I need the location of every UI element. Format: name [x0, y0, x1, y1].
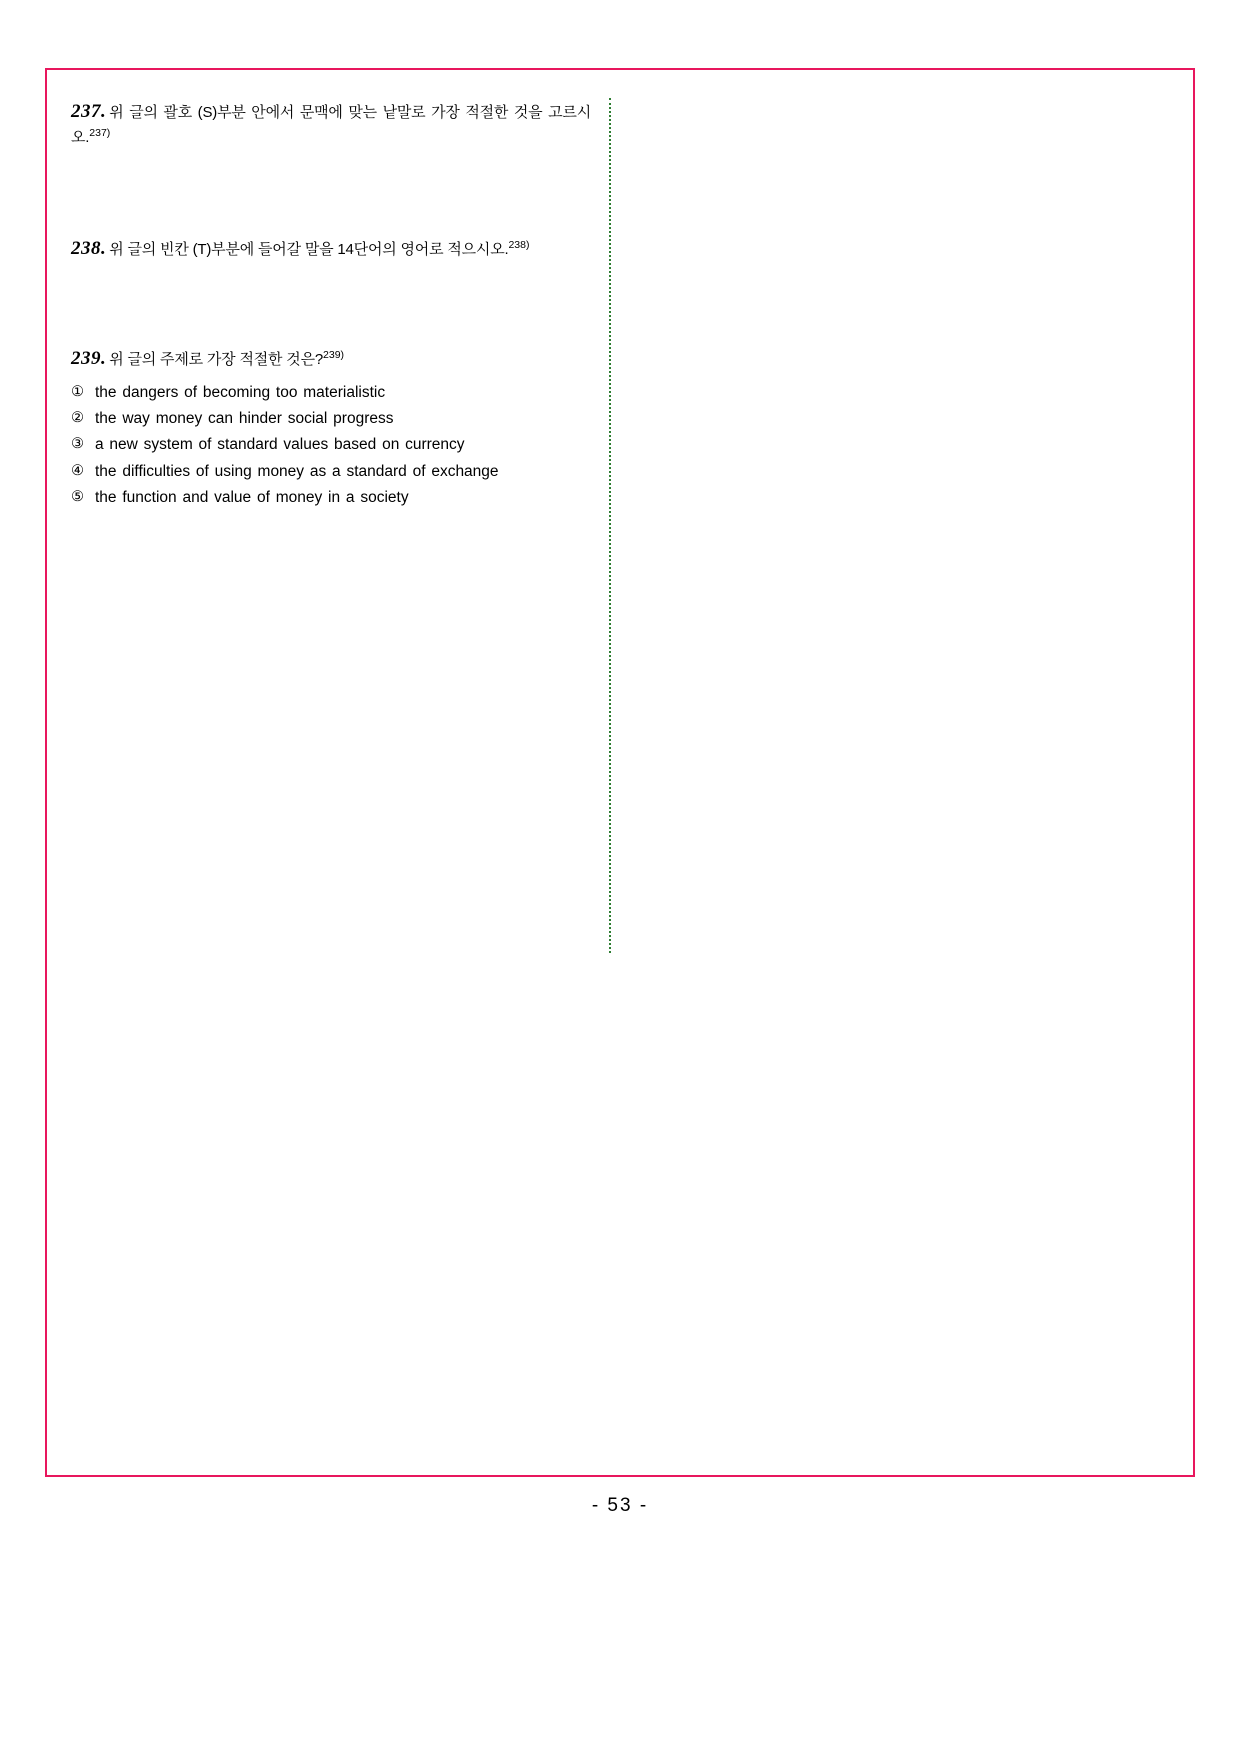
question-237-number: 237. — [71, 101, 107, 122]
question-239-choices — [71, 380, 591, 510]
choice-label: the difficulties of using money as a standard of exchange — [95, 462, 499, 480]
question-237-ref: 237) — [89, 126, 111, 139]
question-list — [71, 98, 591, 544]
question-237-heading — [71, 98, 591, 149]
choice-label: the function and value of money in a society — [95, 488, 409, 506]
question-238-ref: 238) — [508, 239, 530, 252]
choice-marker: ③ — [71, 436, 84, 453]
choice-label: the way money can hinder social progress — [95, 410, 394, 428]
question-238-heading — [71, 235, 591, 263]
choice-marker: ④ — [71, 462, 84, 479]
column-divider — [609, 98, 611, 953]
choice-item[interactable] — [71, 380, 591, 405]
choice-label: a new system of standard values based on currency — [95, 436, 465, 454]
question-238-answer-space[interactable] — [71, 263, 591, 311]
question-237-answer-space[interactable] — [71, 149, 591, 201]
question-238-prompt: 위 글의 빈칸 (T)부분에 들어갈 말을 14단어의 영어로 적으시오. — [109, 241, 509, 259]
question-239-heading — [71, 345, 591, 373]
worksheet-page — [45, 68, 1195, 1477]
question-239 — [71, 345, 591, 510]
choice-marker: ① — [71, 384, 84, 401]
page-number: - 53 - — [591, 1495, 649, 1516]
choice-item[interactable] — [71, 406, 591, 431]
choice-item[interactable] — [71, 432, 591, 457]
question-239-prompt: 위 글의 주제로 가장 적절한 것은? — [109, 350, 324, 368]
question-237 — [71, 98, 591, 201]
question-238-number: 238. — [71, 238, 107, 260]
choice-item[interactable] — [71, 459, 591, 484]
question-239-ref: 239) — [323, 348, 345, 361]
question-237-prompt: 위 글의 괄호 (S)부분 안에서 문맥에 맞는 낱말로 가장 적절한 것을 고르시오. — [71, 104, 591, 146]
question-239-number: 239. — [71, 347, 107, 369]
choice-marker: ② — [71, 410, 84, 427]
choice-label: the dangers of becoming too materialistic — [95, 384, 386, 402]
choice-item[interactable] — [71, 485, 591, 510]
question-238 — [71, 235, 591, 311]
choice-marker: ⑤ — [71, 488, 84, 505]
